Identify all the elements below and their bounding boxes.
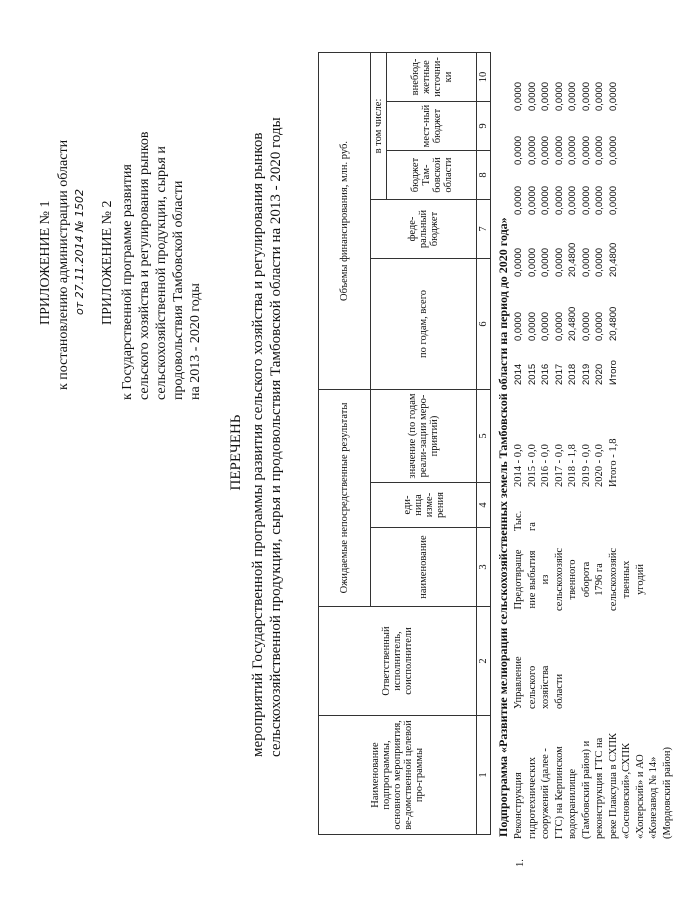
col-number: 6 — [477, 259, 491, 390]
col-number: 9 — [477, 102, 491, 151]
row-years: 2014 2015 2016 2017 2018 2019 2020 Итого — [513, 360, 619, 385]
appendix-2-line: к Государственной программе развития — [120, 164, 135, 400]
list-title: ПЕРЕЧЕНЬ — [228, 414, 244, 491]
list-subtitle-line-1: мероприятий Государственной программы развития сельского хозяйства и регулирования рынков — [250, 132, 266, 757]
col-header-federal: феде-ральный бюджет — [371, 200, 477, 259]
col-number: 3 — [477, 528, 491, 607]
col-header-extrabudget: внебюд-жетные источни-ки — [387, 53, 477, 102]
handwritten-decree-number: от 27.11.2014 № 1502 — [73, 188, 86, 315]
col-header-local: мест-ный бюджет — [387, 102, 477, 151]
row-values-by-year: 2014 - 0,0 2015 - 0,0 2016 - 0,0 2017 - 0,0 2018 - 1,8 2019 - 0,0 2020 - 0,0 Итого - 1,8 — [513, 438, 619, 487]
col-number: 1 — [477, 716, 491, 835]
appendix-2-title: ПРИЛОЖЕНИЕ № 2 — [100, 200, 115, 325]
col-number: 7 — [477, 200, 491, 259]
row-local-budget: 0,0000 0,0000 0,0000 0,0000 0,0000 0,0000 0,0000 0,0000 — [513, 135, 619, 165]
col-header-funding: Объемы финансирования, млн. руб. — [319, 53, 371, 390]
col-number: 8 — [477, 151, 491, 200]
col-header-regional: бюджет Там-бовской области — [387, 151, 477, 200]
row-total-funding: 0,0000 0,0000 0,0000 0,0000 20,4800 0,0000 0,0000 20,4800 — [513, 306, 619, 341]
appendix-2-line: продовольствия Тамбовской области — [171, 180, 186, 400]
row-activity-name: Реконструкция гидротехнических сооружений (далее - ГТС) на Керпинском водохранилище (Тамбовский район) и реконструкция ГТС на реке Плаксуша в СХПК «Сосновский»,СХПК «Хоперский» и АО «Конезавод № 14» (Мордовский район) — [513, 733, 673, 839]
appendix-1-line: к постановлению администрации области — [56, 139, 71, 390]
col-number: 10 — [477, 53, 491, 102]
row-extrabudget-sources: 0,0000 0,0000 0,0000 0,0000 0,0000 0,0000 0,0000 0,0000 — [513, 81, 619, 111]
row-expected-result: Предотвраще ние выбытия из сельскохозяйс твенного оборота 1796 га сельскохозяйс твенных угодий — [513, 547, 646, 611]
col-header-by-years: по годам, всего — [371, 259, 477, 390]
row-executor: Управление сельского хозяйства области — [513, 656, 565, 709]
col-header-value: значение (по годам реали-зации меро-приятий) — [371, 390, 477, 483]
appendix-2-line: на 2013 - 2020 годы — [188, 283, 203, 400]
appendix-1-title: ПРИЛОЖЕНИЕ № 1 — [38, 200, 53, 325]
col-header-results: Ожидаемые непосредственные результаты — [319, 390, 371, 607]
subprogram-title: Подпрограмма «Развитие мелиорации сельскохозяйственных земель Тамбовской области на период до 2020 года» — [496, 217, 510, 837]
row-regional-budget: 0,0000 0,0000 0,0000 0,0000 0,0000 0,0000 0,0000 0,0000 — [513, 185, 619, 215]
row-federal-budget: 0,0000 0,0000 0,0000 0,0000 20,4800 0,0000 0,0000 20,4800 — [513, 242, 619, 277]
col-number: 4 — [477, 483, 491, 528]
appendix-2-line: сельскохозяйственной продукции, сырья и — [154, 146, 169, 400]
appendix-2-line: сельского хозяйства и регулирования рынков — [137, 131, 152, 400]
col-number: 5 — [477, 390, 491, 483]
col-header-incl: в том числе: — [371, 53, 387, 200]
col-number: 2 — [477, 607, 491, 716]
col-header-executor: Ответственный исполнитель, соисполнители — [319, 607, 477, 716]
activities-table-header — [318, 52, 491, 835]
row-unit: Тыс. га — [513, 510, 538, 531]
row-index: 1. — [515, 859, 526, 867]
col-header-result-name: наименование — [371, 528, 477, 607]
col-header-unit: еди-ница изме-рения — [371, 483, 477, 528]
list-subtitle-line-2: сельскохозяйственной продукции, сырья и продовольствия Тамбовской области на 2013 - 2020 годы — [268, 117, 284, 757]
col-header-name: Наименование подпрограммы, основного мероприятия, ве-домственной целевой про-граммы — [319, 716, 477, 835]
